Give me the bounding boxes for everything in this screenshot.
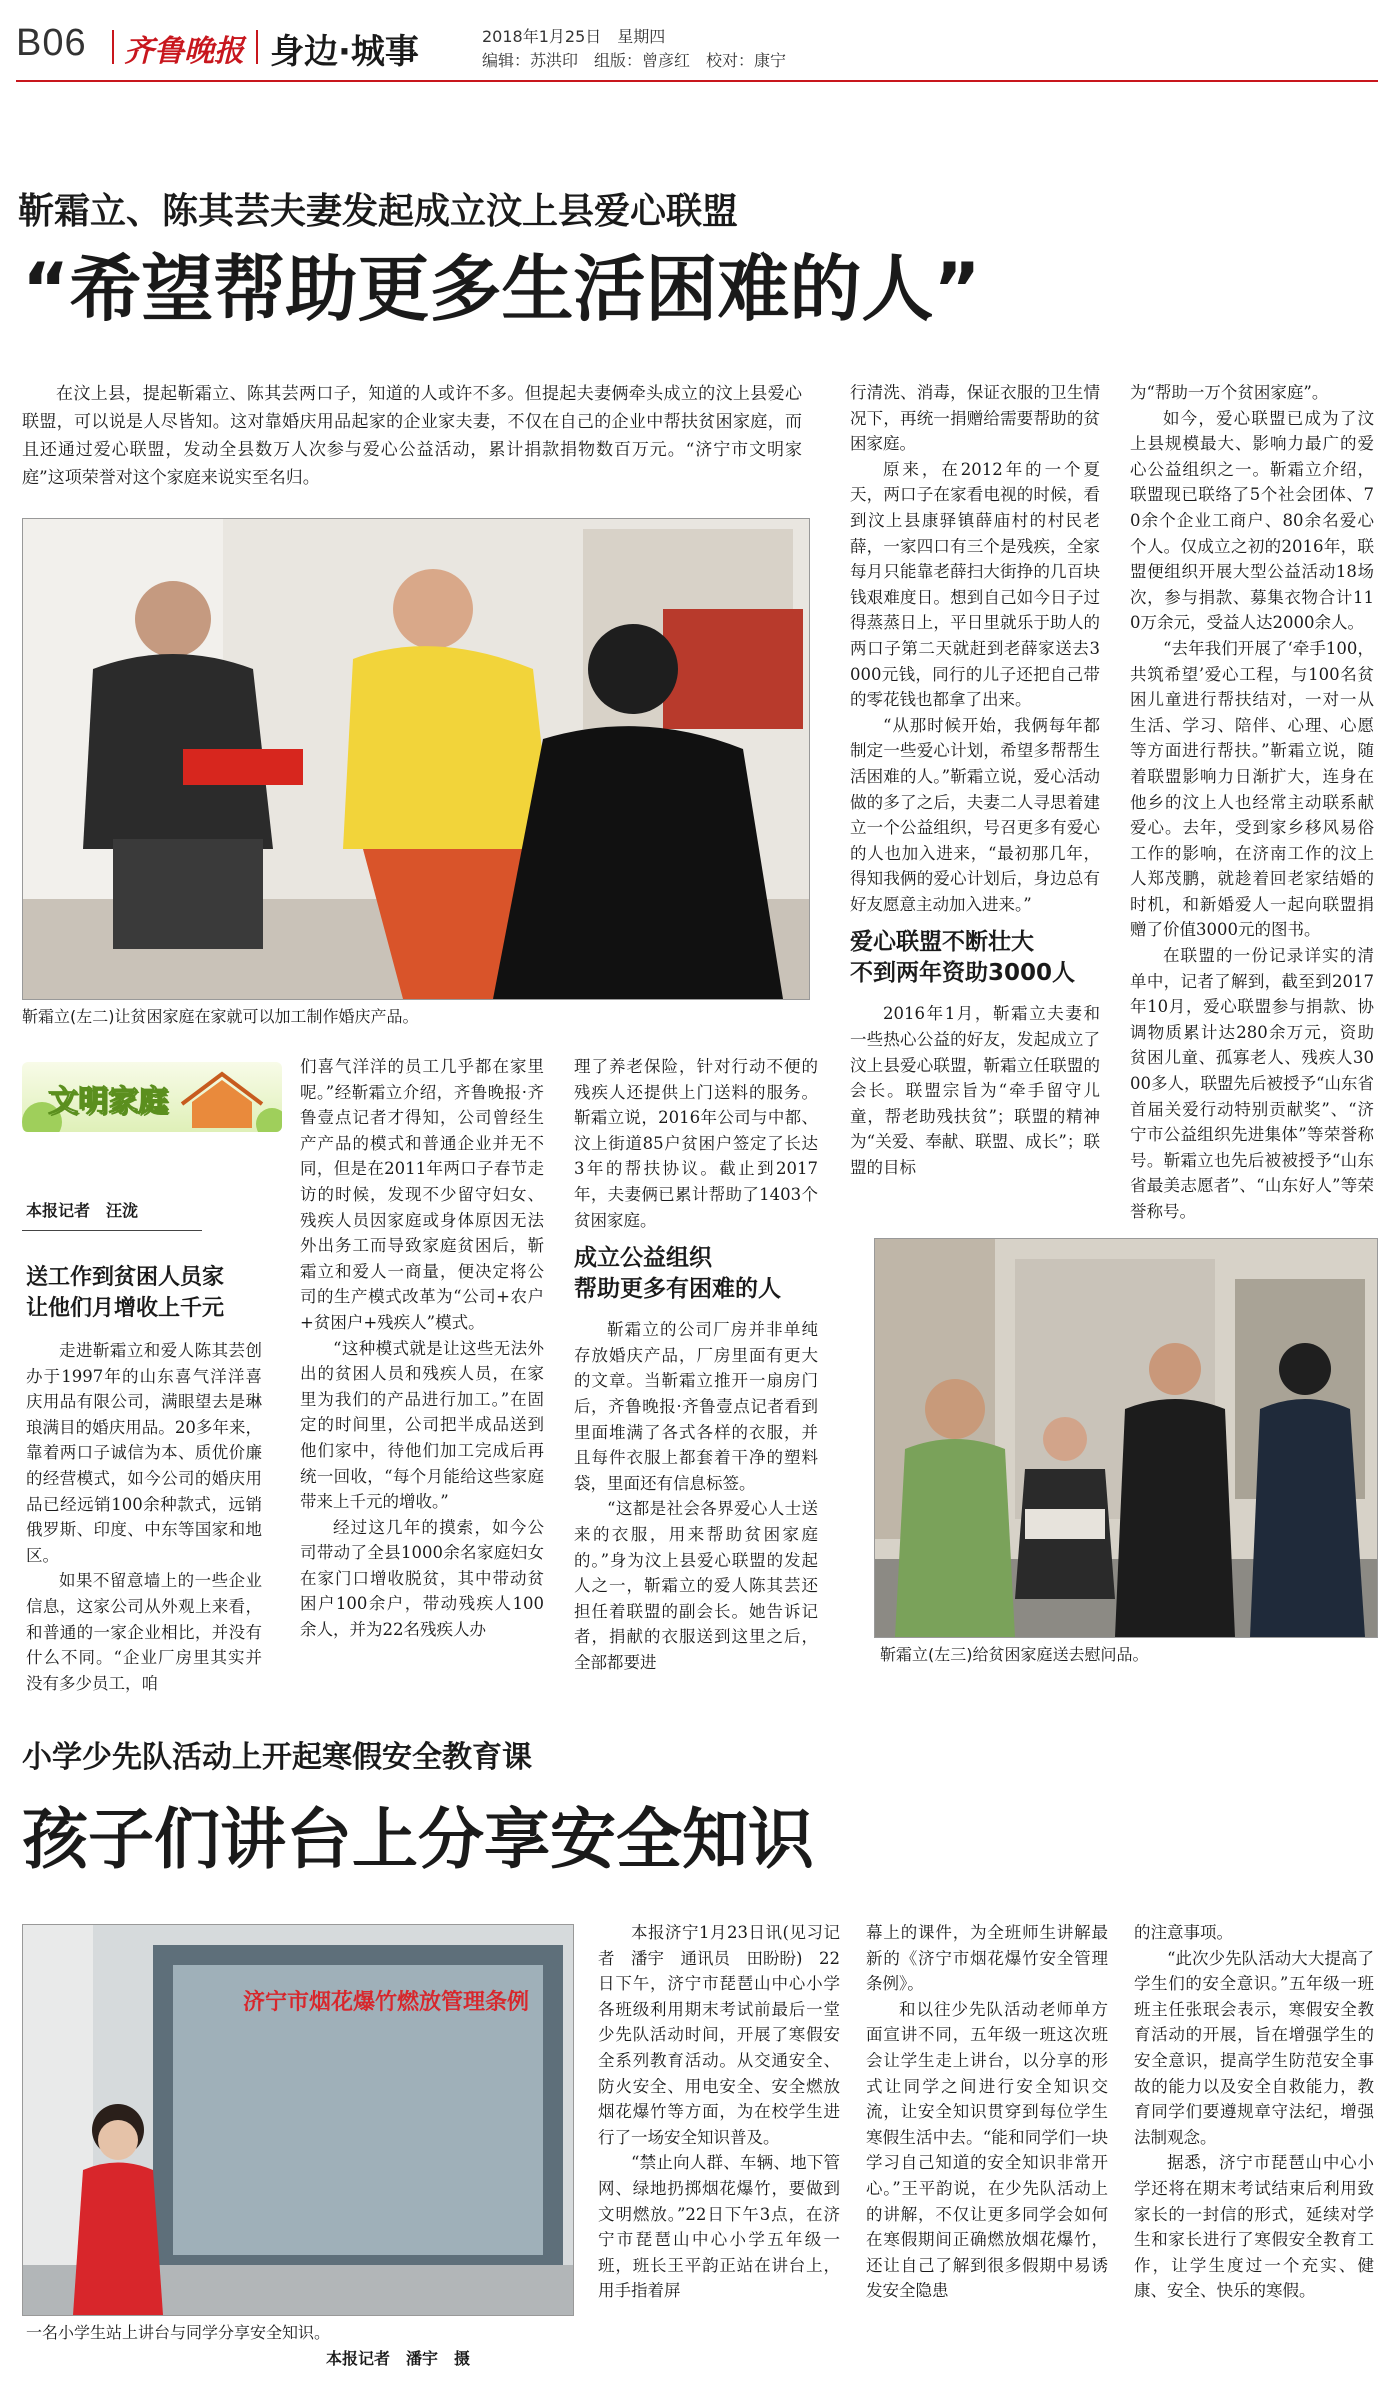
divider	[256, 30, 258, 64]
screen-title: 济宁市烟花爆竹燃放管理条例	[243, 1990, 530, 2015]
story2-kicker: 小学少先队活动上开起寒假安全教育课	[22, 1740, 532, 1775]
photo-3	[22, 1924, 574, 2316]
paragraph: “这都是社会各界爱心人士送来的衣服，用来帮助贫困家庭的。”身为汶上县爱心联盟的发起人之一，靳霜立的爱人陈其芸还担任着联盟的副会长。她告诉记者，捐献的衣服送到这里之后，全部都要进	[574, 1499, 818, 1672]
photo-3-caption: 一名小学生站上讲台与同学分享安全知识。	[26, 2323, 331, 2342]
photo-3-credit: 本报记者 潘宇 摄	[326, 2349, 471, 2368]
editors-line: 编辑：苏洪印 组版：曾彦红 校对：康宁	[482, 51, 787, 70]
paragraph: 如今，爱心联盟已成为了汶上县规模最大、影响力最广的爱心公益组织之一。靳霜立介绍，联盟现已联络了5个社会团体、70余个企业工商户、80余名爱心个人。仅成立之初的2016年，联盟便组织开展大型公益活动18场次，参与捐款、募集衣物合计110万余元，受益人达2000余人。	[1130, 408, 1374, 633]
story1-col1	[26, 1338, 262, 1696]
paragraph: 如果不留意墙上的一些企业信息，这家公司从外观上来看，和普通的一家企业相比，并没有什么不同。“企业厂房里其实并没有多少员工，咱	[26, 1571, 262, 1693]
paper-logo: 齐鲁晚报	[124, 34, 244, 69]
paragraph: “去年我们开展了‘牵手100，共筑希望’爱心工程，与100名贫困儿童进行帮扶结对，一对一从生活、学习、陪伴、心理、心愿等方面进行帮扶。”靳霜立说，随着联盟影响力日渐扩大，连身在他乡的汶上人也经常主动联系献爱心。去年，受到家乡移风易俗工作的影响，在济南工作的汶上人郑茂鹏，就趁着回老家结婚的时机，和新婚爱人一起向联盟捐赠了价值3000元的图书。	[1130, 638, 1374, 940]
story1-col5	[1130, 380, 1374, 1225]
subhead-3: 爱心联盟不断壮大 不到两年资助3000人	[850, 929, 1076, 987]
subhead-2: 成立公益组织 帮助更多有困难的人	[574, 1245, 781, 1303]
masthead	[0, 0, 1394, 80]
paragraph: 为“帮助一万个贫困家庭”。	[1130, 383, 1329, 402]
photo-1	[22, 518, 810, 1000]
story1-headline: “希望帮助更多生活困难的人”	[22, 247, 981, 331]
paragraph: 行清洗、消毒，保证衣服的卫生情况下，再统一捐赠给需要帮助的贫困家庭。	[850, 383, 1100, 454]
story1-col4	[850, 380, 1100, 1181]
paragraph: 们喜气洋洋的员工几乎都在家里呢。”经靳霜立介绍，齐鲁晚报·齐鲁壹点记者才得知，公司曾经生产产品的模式和普通企业并无不同，但是在2011年两口子春节走访的时候，发现不少留守妇女、残疾人员因家庭或身体原因无法外出务工而导致家庭贫困后，靳霜立和爱人一商量，便决定将公司的生产模式改革为“公司+农户+贫困户+残疾人”模式。	[300, 1057, 544, 1332]
lead-paragraph: 在汶上县，提起靳霜立、陈其芸两口子，知道的人或许不多。但提起夫妻俩牵头成立的汶上县爱心联盟，可以说是人尽皆知。这对靠婚庆用品起家的企业家夫妻，不仅在自己的企业中帮扶贫困家庭，而且还通过爱心联盟，发动全县数万人次参与爱心公益活动，累计捐款捐物数百万元。“济宁市文明家庭”这项荣誉对这个家庭来说实至名归。	[22, 384, 802, 488]
paragraph: “禁止向人群、车辆、地下管网、绿地扔掷烟花爆竹，要做到文明燃放。”22日下午3点，在济宁市琵琶山中心小学五年级一班，班长王平韵正站在讲台上，用手指着屏	[598, 2153, 840, 2301]
paragraph: “从那时候开始，我俩每年都制定一些爱心计划，希望多帮帮生活困难的人。”靳霜立说，爱心活动做的多了之后，夫妻二人寻思着建立一个公益组织，号召更多有爱心的人也加入进来，“最初那几年，得知我俩的爱心计划后，身边总有好友愿意主动加入进来。”	[850, 715, 1100, 914]
story1-col2	[300, 1054, 544, 1643]
story2-col1	[598, 1920, 840, 2304]
paragraph: 走进靳霜立和爱人陈其芸创办于1997年的山东喜气洋洋喜庆用品有限公司，满眼望去是琳琅满目的婚庆用品。20多年来，靠着两口子诚信为本、质优价廉的经营模式，如今公司的婚庆用品已经远销100余种款式，远销俄罗斯、印度、中东等国家和地区。	[26, 1341, 262, 1565]
civilized-family-badge	[22, 1062, 282, 1132]
photo-2	[874, 1238, 1378, 1638]
subhead-1: 送工作到贫困人员家 让他们月增收上千元	[26, 1265, 225, 1321]
photo-2-caption: 靳霜立(左三)给贫困家庭送去慰问品。	[880, 1645, 1149, 1664]
paragraph: “这种模式就是让这些无法外出的贫困人员和残疾人员，在家里为我们的产品进行加工。”在固定的时间里，公司把半成品送到他们家中，待他们加工完成后再统一回收，“每个月能给这些家庭带来上千元的增收。”	[300, 1338, 544, 1512]
story2-col3	[1134, 1920, 1374, 2304]
paragraph: 幕上的课件，为全班师生讲解最新的《济宁市烟花爆竹安全管理条例》。	[866, 1923, 1108, 1994]
byline: 本报记者 汪泷	[26, 1201, 139, 1220]
section-title: 身边·城事	[270, 32, 419, 72]
byline-rule	[22, 1230, 202, 1231]
story2-col2	[866, 1920, 1108, 2304]
story1-col3	[574, 1054, 818, 1675]
date-line: 2018年1月25日 星期四	[482, 27, 666, 46]
paragraph: 理了养老保险，针对行动不便的残疾人还提供上门送料的服务。靳霜立说，2016年公司与中都、汶上街道85户贫困户签定了长达3年的帮扶协议。截止到2017年，夫妻俩已累计帮助了1403个贫困家庭。	[574, 1057, 818, 1230]
paragraph: 2016年1月，靳霜立夫妻和一些热心公益的好友，发起成立了汶上县爱心联盟，靳霜立任联盟的会长。联盟宗旨为“牵手留守儿童，帮老助残扶贫”；联盟的精神为“关爱、奉献、联盟、成长”；联盟的目标	[850, 1004, 1100, 1178]
story1-lead	[22, 380, 802, 492]
photo-1-image	[23, 519, 809, 999]
divider	[112, 30, 114, 64]
badge-label: 文明家庭	[48, 1084, 168, 1119]
paragraph: 的注意事项。	[1134, 1923, 1233, 1942]
paragraph: 经过这几年的摸索，如今公司带动了全县1000余名家庭妇女在家门口增收脱贫，其中带动贫困户100余户，带动残疾人100余人，并为22名残疾人办	[300, 1517, 544, 1640]
paragraph: 靳霜立的公司厂房并非单纯存放婚庆产品，厂房里面有更大的文章。当靳霜立推开一扇房门后，齐鲁晚报·齐鲁壹点记者看到里面堆满了各式各样的衣服，并且每件衣服上都套着干净的塑料袋，里面还有信息标签。	[574, 1320, 818, 1493]
paragraph: 本报济宁1月23日讯(见习记者 潘宇 通讯员 田盼盼) 22日下午，济宁市琵琶山中心小学各班级利用期末考试前最后一堂少先队活动时间，开展了寒假安全系列教育活动。从交通安全、防火安全、用电安全、安全燃放烟花爆竹等方面，为在校学生进行了一场安全知识普及。	[598, 1923, 840, 2147]
photo-3-image	[23, 1925, 573, 2315]
masthead-rule	[16, 80, 1378, 82]
story2-headline: 孩子们讲台上分享安全知识	[22, 1801, 814, 1878]
paragraph: “此次少先队活动大大提高了学生们的安全意识。”五年级一班班主任张珉会表示，寒假安全教育活动的开展，旨在增强学生的安全意识，提高学生防范安全事故的能力以及安全自救能力，教育同学们要遵规章守法纪，增强法制观念。	[1134, 1948, 1374, 2147]
page-number: B06	[16, 22, 87, 64]
photo-1-caption: 靳霜立(左二)让贫困家庭在家就可以加工制作婚庆产品。	[22, 1007, 419, 1026]
paragraph: 和以往少先队活动老师单方面宣讲不同，五年级一班这次班会让学生走上讲台，以分享的形式让同学之间进行安全知识交流，让安全知识贯穿到每位学生寒假生活中去。“能和同学们一块学习自己知道的安全知识非常开心。”王平韵说，在少先队活动上的讲解，不仅让更多同学会如何在寒假期间正确燃放烟花爆竹，还让自己了解到很多假期中易诱发安全隐患	[866, 1999, 1108, 2301]
paragraph: 原来，在2012年的一个夏天，两口子在家看电视的时候，看到汶上县康驿镇薛庙村的村民老薛，一家四口有三个是残疾，全家每月只能靠老薛扫大街挣的几百块钱艰难度日。想到自己如今日子过得蒸蒸日上，平日里就乐于助人的两口子第二天就赶到老薛家送去3000元钱，同行的儿子还把自己带的零花钱也都拿了出来。	[850, 459, 1100, 710]
story1-kicker: 靳霜立、陈其芸夫妻发起成立汶上县爱心联盟	[18, 191, 739, 232]
paragraph: 据悉，济宁市琵琶山中心小学还将在期末考试结束后利用致家长的一封信的形式，延续对学生和家长进行了寒假安全教育工作，让学生度过一个充实、健康、安全、快乐的寒假。	[1134, 2153, 1374, 2301]
paragraph: 在联盟的一份记录详实的清单中，记者了解到，截至到2017年10月，爱心联盟参与捐款、协调物质累计达280余万元，资助贫困儿童、孤寡老人、残疾人3000多人，联盟先后被授予“山东省首届关爱行动特别贡献奖”、“济宁市公益组织先进集体”等荣誉称号。靳霜立也先后被被授予“山东省最美志愿者”、“山东好人”等荣誉称号。	[1130, 946, 1374, 1221]
photo-2-image	[875, 1239, 1377, 1637]
